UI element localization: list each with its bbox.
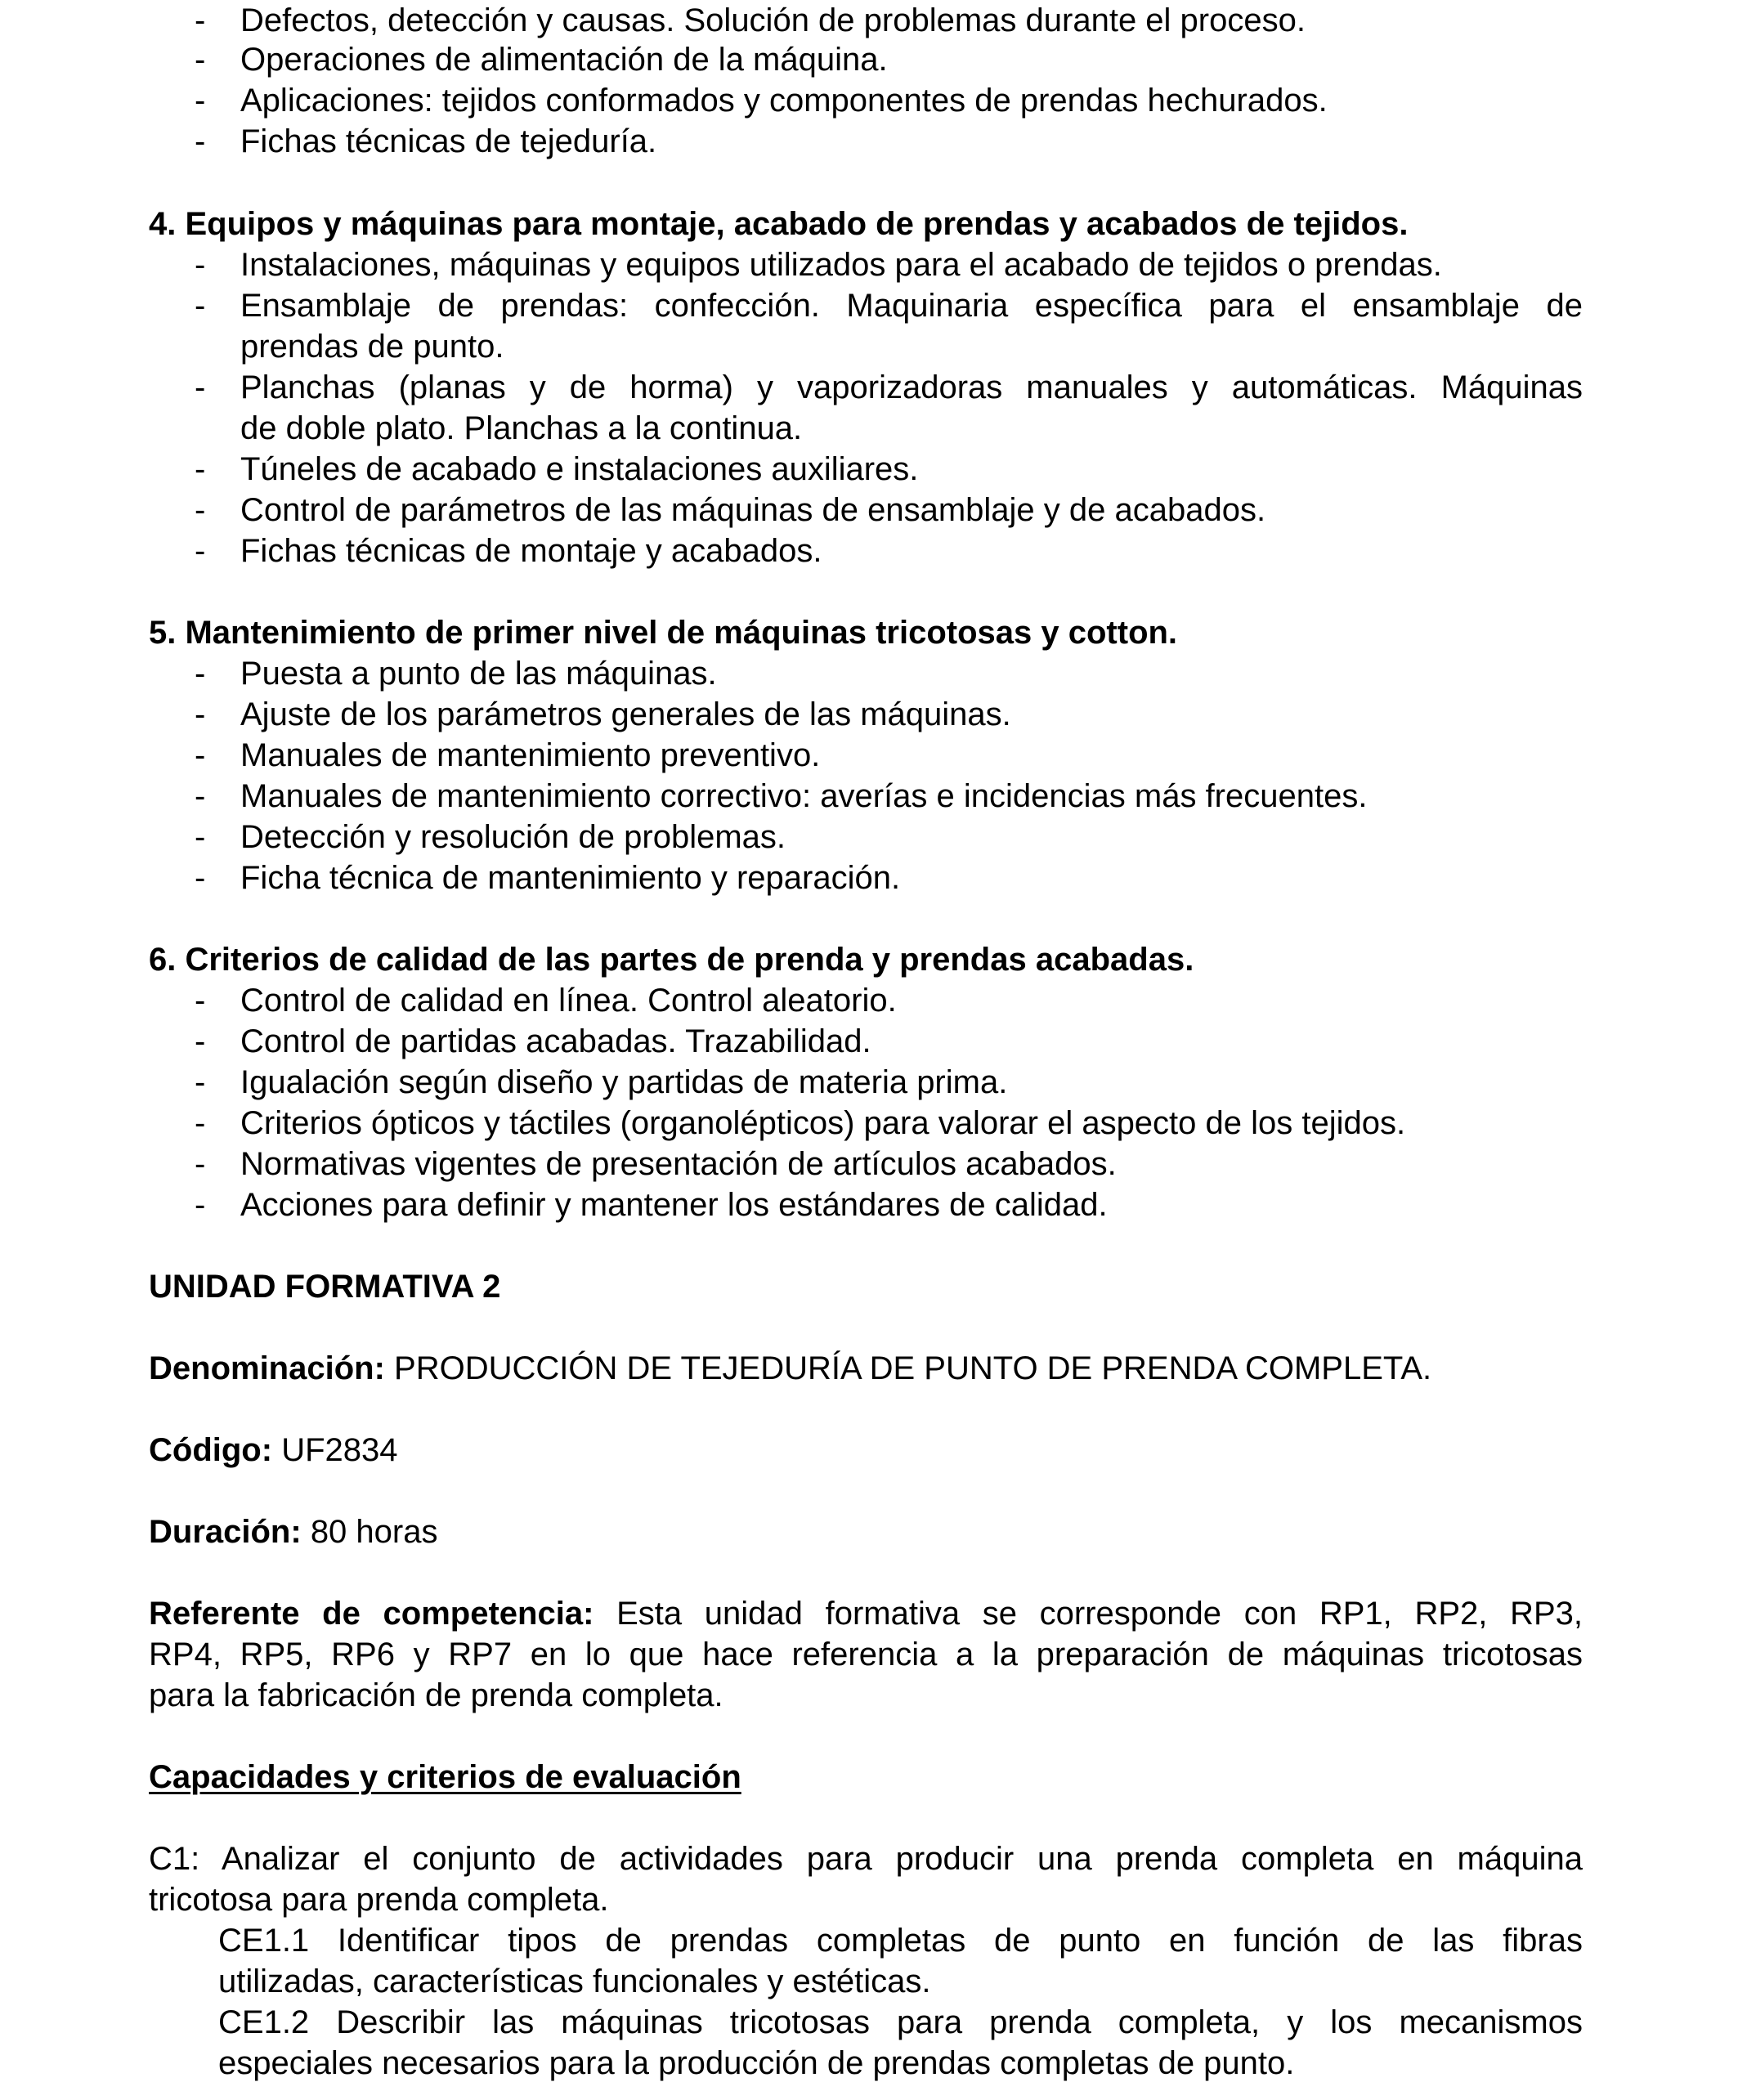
list-dash: - bbox=[195, 860, 206, 896]
duracion-row bbox=[0, 1511, 1738, 1552]
denominacion-text bbox=[149, 1348, 1431, 1389]
list-dash: - bbox=[195, 247, 206, 283]
list-item-text: Acciones para definir y mantener los estándares de calidad. bbox=[240, 1187, 1108, 1223]
list-dash: - bbox=[195, 492, 206, 528]
unidad-title-text: UNIDAD FORMATIVA 2 bbox=[149, 1269, 501, 1305]
codigo-label: Código: bbox=[149, 1432, 273, 1468]
list-dash: - bbox=[195, 778, 206, 814]
referente-value: Esta unidad formativa se corresponde con RP1, RP2, RP3, bbox=[616, 1596, 1583, 1632]
criterion-ce1-1-continuation bbox=[0, 1961, 1738, 2002]
list-item bbox=[0, 244, 1738, 285]
section-heading-text: 5. Mantenimiento de primer nivel de máquinas tricotosas y cotton. bbox=[149, 615, 1178, 651]
list-item bbox=[0, 1144, 1738, 1184]
duracion-text bbox=[149, 1511, 437, 1552]
list-item-text: de doble plato. Planchas a la continua. bbox=[240, 410, 803, 446]
referente-value: para la fabricación de prenda completa. bbox=[149, 1677, 723, 1713]
criterion-ce1-2 bbox=[0, 2002, 1738, 2043]
list-dash: - bbox=[195, 533, 206, 569]
list-item bbox=[0, 285, 1738, 326]
denominacion-value: PRODUCCIÓN DE TEJEDURÍA DE PUNTO DE PRENDA COMPLETA. bbox=[394, 1350, 1432, 1386]
list-dash: - bbox=[195, 737, 206, 773]
section-heading bbox=[0, 612, 1738, 653]
referente-text bbox=[149, 1593, 1583, 1634]
list-item-text: Túneles de acabado e instalaciones auxiliares. bbox=[240, 451, 919, 487]
list-item bbox=[0, 367, 1738, 408]
list-dash: - bbox=[195, 819, 206, 855]
criterion-text: CE1.2 Describir las máquinas tricotosas para prenda completa, y los mecanismos bbox=[218, 2004, 1583, 2040]
section-heading bbox=[0, 939, 1738, 980]
capacity-c1 bbox=[0, 1838, 1738, 1879]
criterion-ce1-2-continuation bbox=[0, 2043, 1738, 2084]
list-item-continuation bbox=[0, 326, 1738, 367]
codigo-value: UF2834 bbox=[281, 1432, 398, 1468]
list-item-text: Criterios ópticos y táctiles (organolépticos) para valorar el aspecto de los tejidos. bbox=[240, 1105, 1406, 1141]
list-item bbox=[0, 817, 1738, 857]
list-item-text: Aplicaciones: tejidos conformados y componentes de prendas hechurados. bbox=[240, 83, 1328, 119]
list-dash: - bbox=[195, 2, 206, 38]
list-item bbox=[0, 857, 1738, 898]
list-item bbox=[0, 449, 1738, 490]
list-item-text: Manuales de mantenimiento preventivo. bbox=[240, 737, 821, 773]
list-dash: - bbox=[195, 1105, 206, 1141]
list-item-text: Detección y resolución de problemas. bbox=[240, 819, 786, 855]
duracion-label: Duración: bbox=[149, 1514, 302, 1550]
list-item-text: prendas de punto. bbox=[240, 329, 504, 365]
capacity-text: C1: Analizar el conjunto de actividades para producir una prenda completa en máquina bbox=[149, 1841, 1583, 1877]
list-dash: - bbox=[195, 1023, 206, 1059]
list-dash: - bbox=[195, 696, 206, 732]
list-item-continuation bbox=[0, 408, 1738, 449]
referente-value: RP4, RP5, RP6 y RP7 en lo que hace referencia a la preparación de máquinas tricotosas bbox=[149, 1637, 1583, 1672]
list-item-text: Igualación según diseño y partidas de materia prima. bbox=[240, 1064, 1008, 1100]
criterion-text: especiales necesarios para la producción de prendas completas de punto. bbox=[218, 2045, 1295, 2081]
list-dash: - bbox=[195, 369, 206, 405]
criterion-ce1-1 bbox=[0, 1920, 1738, 1961]
list-dash: - bbox=[195, 983, 206, 1019]
list-dash: - bbox=[195, 123, 206, 159]
list-item bbox=[0, 1184, 1738, 1225]
codigo-row bbox=[0, 1430, 1738, 1471]
list-item-text: Normativas vigentes de presentación de artículos acabados. bbox=[240, 1146, 1117, 1182]
section-heading-text: 6. Criterios de calidad de las partes de prenda y prendas acabadas. bbox=[149, 942, 1194, 978]
list-item-text: Control de partidas acabadas. Trazabilidad. bbox=[240, 1023, 871, 1059]
list-dash: - bbox=[195, 1064, 206, 1100]
list-item bbox=[0, 1021, 1738, 1062]
list-item-text: Control de calidad en línea. Control aleatorio. bbox=[240, 983, 897, 1019]
list-item bbox=[0, 980, 1738, 1021]
list-item-text: Ensamblaje de prendas: confección. Maquinaria específica para el ensamblaje de bbox=[240, 288, 1583, 324]
list-item bbox=[0, 490, 1738, 531]
criterion-text: utilizadas, características funcionales y estéticas. bbox=[218, 1963, 931, 1999]
list-dash: - bbox=[195, 42, 206, 78]
list-dash: - bbox=[195, 1187, 206, 1223]
list-dash: - bbox=[195, 83, 206, 119]
list-dash: - bbox=[195, 656, 206, 692]
section-heading bbox=[0, 204, 1738, 244]
list-item bbox=[0, 1103, 1738, 1144]
list-item-text: Planchas (planas y de horma) y vaporizadoras manuales y automáticas. Máquinas bbox=[240, 369, 1583, 405]
referente-row-continuation bbox=[0, 1634, 1738, 1675]
denominacion-label: Denominación: bbox=[149, 1350, 385, 1386]
list-item bbox=[0, 1062, 1738, 1103]
list-item-text: Manuales de mantenimiento correctivo: averías e incidencias más frecuentes. bbox=[240, 778, 1368, 814]
section-heading-text: 4. Equipos y máquinas para montaje, acabado de prendas y acabados de tejidos. bbox=[149, 206, 1409, 242]
list-item-text: Fichas técnicas de montaje y acabados. bbox=[240, 533, 822, 569]
list-dash: - bbox=[195, 451, 206, 487]
referente-row bbox=[0, 1593, 1738, 1634]
list-item bbox=[0, 735, 1738, 776]
capacidades-heading bbox=[0, 1757, 1738, 1798]
list-item-text: Fichas técnicas de tejeduría. bbox=[240, 123, 657, 159]
list-dash: - bbox=[195, 288, 206, 324]
list-item bbox=[0, 121, 1738, 162]
list-item bbox=[0, 694, 1738, 735]
denominacion-row bbox=[0, 1348, 1738, 1389]
list-item-text: Operaciones de alimentación de la máquina. bbox=[240, 42, 888, 78]
criterion-text: CE1.1 Identificar tipos de prendas completas de punto en función de las fibras bbox=[218, 1923, 1583, 1959]
capacity-c1-continuation bbox=[0, 1879, 1738, 1920]
list-dash: - bbox=[195, 1146, 206, 1182]
list-item-text: Instalaciones, máquinas y equipos utilizados para el acabado de tejidos o prendas. bbox=[240, 247, 1442, 283]
list-item-text: Ficha técnica de mantenimiento y reparación. bbox=[240, 860, 901, 896]
codigo-text bbox=[149, 1430, 398, 1471]
list-item-text: Control de parámetros de las máquinas de ensamblaje y de acabados. bbox=[240, 492, 1266, 528]
list-item bbox=[0, 531, 1738, 571]
list-item bbox=[0, 80, 1738, 121]
unidad-title bbox=[0, 1266, 1738, 1307]
list-item-text: Defectos, detección y causas. Solución de problemas durante el proceso. bbox=[240, 2, 1306, 38]
list-item bbox=[0, 39, 1738, 80]
list-item bbox=[0, 0, 1738, 41]
list-item bbox=[0, 776, 1738, 817]
list-item-text: Ajuste de los parámetros generales de las máquinas. bbox=[240, 696, 1011, 732]
list-item bbox=[0, 653, 1738, 694]
duracion-value: 80 horas bbox=[310, 1514, 438, 1550]
list-item-text: Puesta a punto de las máquinas. bbox=[240, 656, 717, 692]
capacity-text: tricotosa para prenda completa. bbox=[149, 1882, 609, 1918]
referente-label: Referente de competencia: bbox=[149, 1596, 594, 1632]
capacidades-heading-text: Capacidades y criterios de evaluación bbox=[149, 1759, 741, 1795]
referente-row-continuation bbox=[0, 1675, 1738, 1716]
